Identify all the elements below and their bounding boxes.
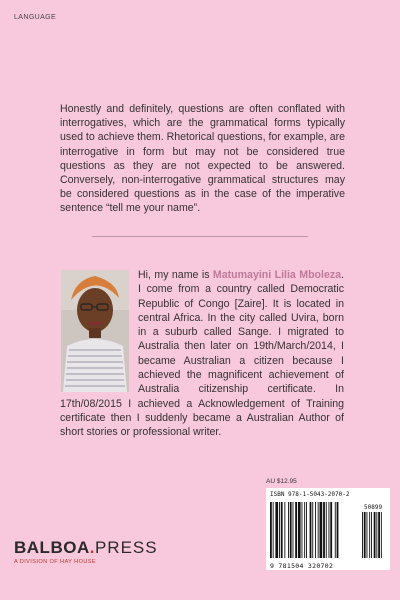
barcode-bar [318,502,319,558]
barcode-bar [323,502,325,558]
publisher-name-balboa: BALBOA [14,538,90,557]
barcode-addon-bar [362,512,363,558]
barcode-digits: 9 781504 320702 [270,562,334,570]
barcode-bar [335,502,336,558]
barcode-bar [329,502,330,558]
barcode-addon-bar [369,512,370,558]
barcode-bar [330,502,332,558]
publisher-name-press: PRESS [94,538,158,557]
bio-intro: Hi, my name is [138,269,213,281]
author-name: Matumayini Lilia Mboleza [212,269,342,281]
barcode-addon-bar [381,512,382,558]
back-cover-blurb: Honestly and definitely, questions are often conflated with interrogatives, which are the grammatical forms typically used to achieve them. Rhetorical questions, for example, are interrogative in form but may not be considered true questions as they are not expected to be answered. Conversely, non-interrogative grammatical structures may be considered questions as in the case of the imperative sentence “tell me your name”. [60,103,346,215]
barcode-bar [281,502,283,558]
barcode-bar [273,502,274,558]
barcode-bar [284,502,285,558]
barcode-bar [337,502,339,558]
barcode-addon-bar [371,512,372,558]
publisher-division: A DIVISION OF HAY HOUSE [14,559,97,565]
barcode-bar [315,502,316,558]
barcode-bar [306,502,307,558]
author-bio [60,268,344,440]
barcode-addon-bar [364,512,366,558]
publisher-dot: . [89,538,95,557]
barcode-icon [268,500,388,562]
photo-spacer [60,268,132,392]
divider [92,236,308,237]
barcode-bar [312,502,313,558]
barcode-bar [295,502,297,558]
barcode-bar [275,502,278,558]
isbn-label [270,491,349,498]
price-label: AU $12.95 [266,478,297,485]
barcode-bar [279,502,280,558]
barcode-bar [293,502,294,558]
barcode-addon-bar [367,512,368,558]
barcode-bar [302,502,303,558]
barcode-addon-bar [378,512,380,558]
barcode-bar [320,502,323,558]
isbn-number: ISBN 978-1-5043-2070-2 [270,491,350,498]
barcode-bar [298,502,301,558]
publisher-logo [14,538,158,565]
barcode-addon: 50899 [364,504,383,511]
barcode-addon-bar [376,512,377,558]
barcode-addon-bar [374,512,376,558]
bio-text: . I come from a country called Democratic Republic of Congo [Zaire]. It is located in central Africa. In the city called Uvira, born in a suburb called Sange. I migrated to Australia then later on 19th/March/2014, I became Australian a citizen because I achieved the magnificent achievement of Australia citizenship certificate. In 17th/08/2015 I achieved a Acknowledgement of Training certificate then I suddenly became a Australian Author of short stories or professional writer. [60,269,344,439]
barcode-bar [290,502,292,558]
barcode-bar [326,502,327,558]
barcode-bar [304,502,305,558]
barcode-bar [310,502,312,558]
barcode-bar [270,502,272,558]
barcode-bar [288,502,289,558]
category-label: LANGUAGE [14,14,57,21]
